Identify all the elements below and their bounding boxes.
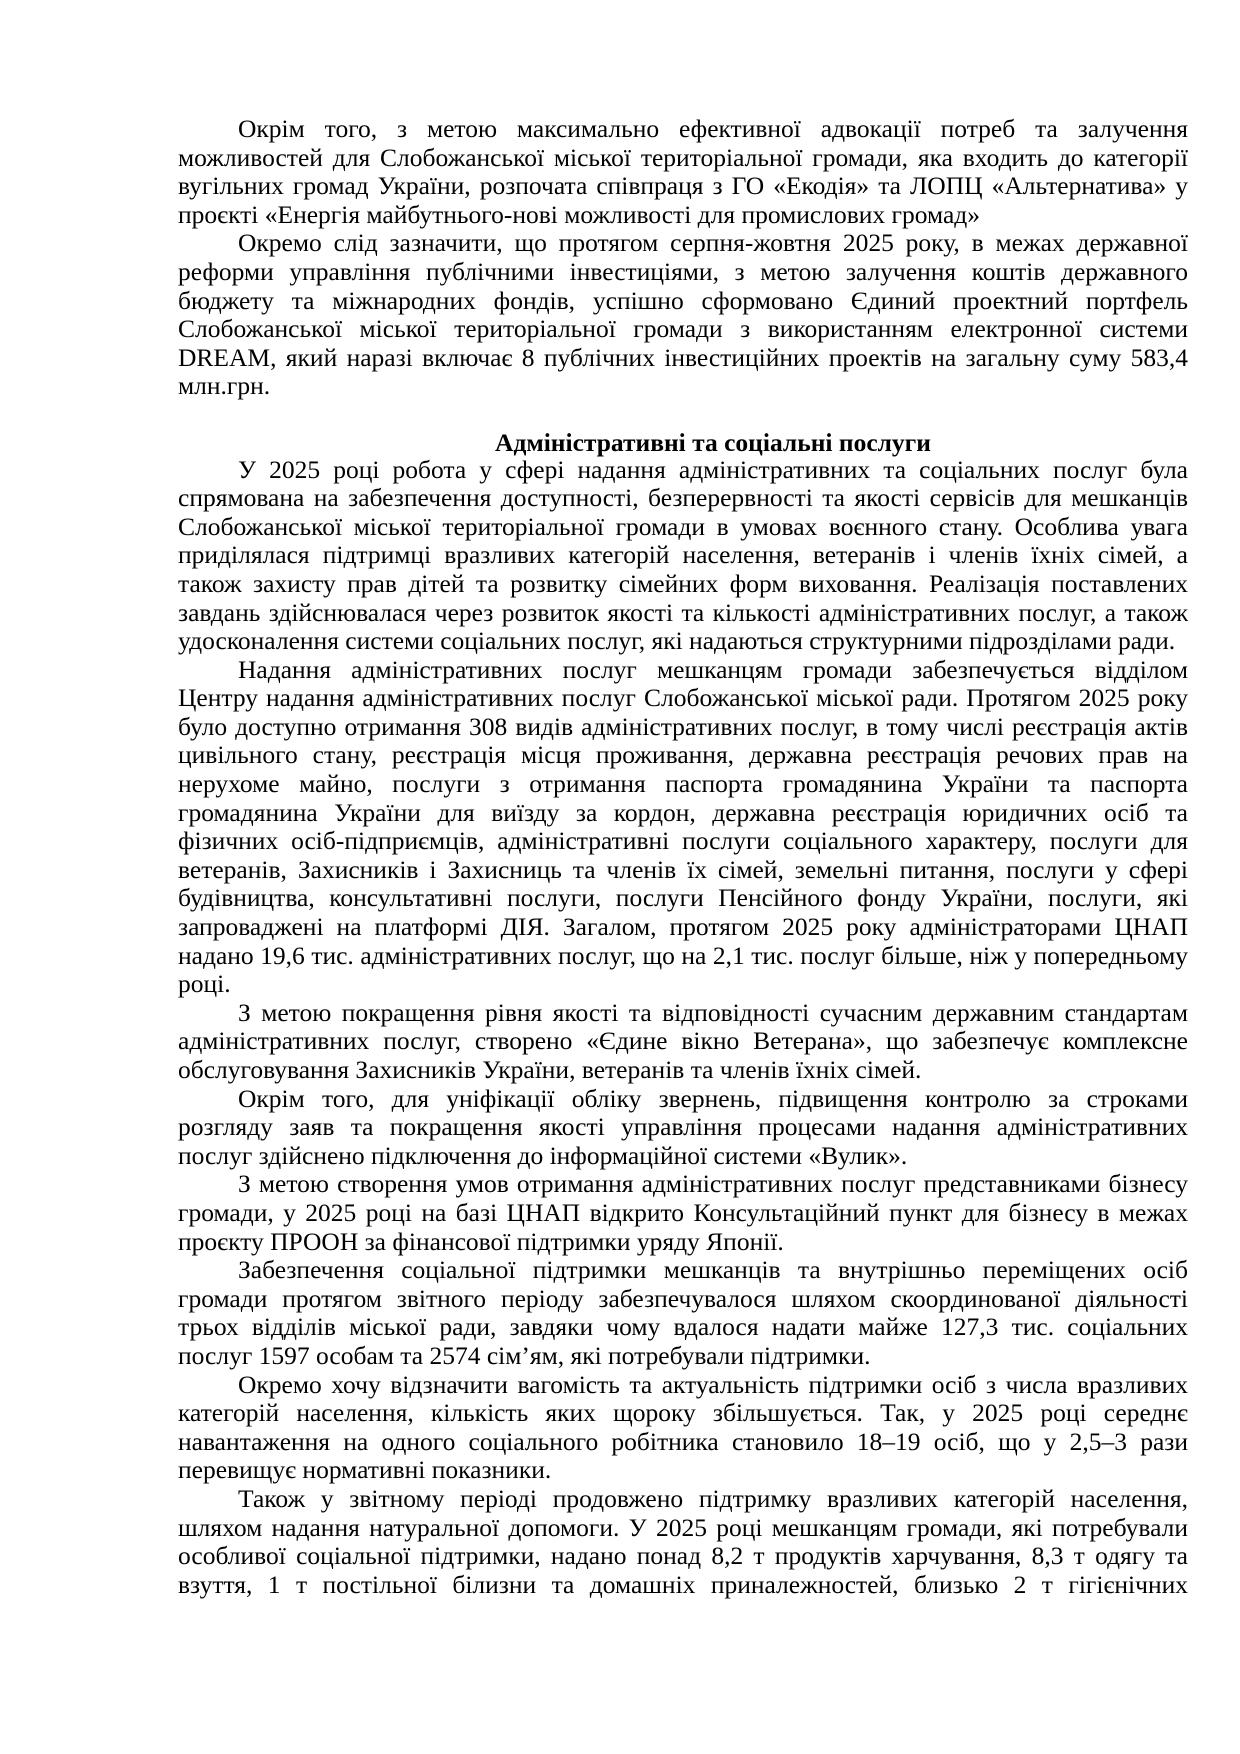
paragraph-cnap-services: Надання адміністративних послуг мешканцям громади забезпечується відділом Центру надання адміністративних послуг Слобожанської міської ради. Протягом 2025 року було доступно отримання 308 видів адміністративних послуг, в тому числі реєстрація актів цивільного стану, реєстрація місця проживання, державна реєстрація речових прав на нерухоме майно, послуги з отримання паспорта громадянина України та паспорта громадянина України для виїзду за кордон, державна реєстрація юридичних осіб та фізичних осіб-підприємців, адміністративні послуги соціального характеру, послуги для ветеранів, Захисників і Захисниць та членів їх сімей, земельні питання, послуги у сфері будівництва, консультативні послуги, послуги Пенсійного фонду України, послуги, які запроваджені на платформі ДІЯ. Загалом, протягом 2025 року адміністраторами ЦНАП надано 19,6 тис. адміністративних послуг, що на 2,1 тис. послуг більше, ніж у попередньому році. [178, 654, 1188, 999]
paragraph-veteran-window: З метою покращення рівня якості та відповідності сучасним державним стандартам адміністративних послуг, створено «Єдине вікно Ветерана», що забезпечує комплексне обслуговування Захисників України, ветеранів та членів їхніх сімей. [178, 997, 1188, 1084]
paragraph-vulnerable-categories: Окремо хочу відзначити вагомість та актуальність підтримки осіб з числа вразливих категорій населення, кількість яких щороку збільшується. Так, у 2025 році середнє навантаження на одного соціального робітника становило 18–19 осіб, що у 2,5–3 рази перевищує нормативні показники. [178, 1369, 1188, 1485]
paragraph-material-aid: Також у звітному періоді продовжено підтримку вразливих категорій населення, шляхом надання натуральної допомоги. У 2025 році мешканцям громади, які потребували особливої соціальної підтримки, надано понад 8,2 т продуктів харчування, 8,3 т одягу та взуття, 1 т постільної білизни та домашніх приналежностей, близько 2 т гігієнічних [178, 1483, 1188, 1599]
blank-line [178, 401, 1188, 430]
paragraph-vulyk-system: Окрім того, для уніфікації обліку звернень, підвищення контролю за строками розгляду заяв та покращення якості управління процесами надання адміністративних послуг здійснено підключення до інформаційної системи «Вулик». [178, 1083, 1188, 1170]
section-heading: Адміністративні та соціальні послуги [495, 427, 931, 457]
paragraph-social-support: Забезпечення соціальної підтримки мешканців та внутрішньо переміщених осіб громади протягом звітного періоду забезпечувалося шляхом скоординованої діяльності трьох відділів міської ради, завдяки чому вдалося надати майже 127,3 тис. соціальних послуг 1597 особам та 2574 сім’ям, які потребували підтримки. [178, 1255, 1188, 1370]
paragraph-services-overview: У 2025 році робота у сфері надання адміністративних та соціальних послуг була спрямована на забезпечення доступності, безперервності та якості сервісів для мешканців Слобожанської міської територіальної громади в умовах воєнного стану. Особлива увага приділялася підтримці вразливих категорій населення, ветеранів і членів їхніх сімей, а також захисту прав дітей та розвитку сімейних форм виховання. Реалізація поставлених завдань здійснювалася через розвиток якості та кількості адміністративних послуг, а також удосконалення системи соціальних послуг, які надаються структурними підрозділами ради. [178, 454, 1188, 656]
paragraph-advocacy-cooperation: Окрім того, з метою максимально ефективної адвокації потреб та залучення можливостей для Слобожанської міської територіальної громади, яка входить до категорії вугільних громад України, розпочата співпраця з ГО «Екодія» та ЛОПЦ «Альтернатива» у проєкті «Енергія майбутнього-нові можливості для промислових громад» [178, 114, 1188, 229]
paragraph-investment-portfolio: Окремо слід зазначити, що протягом серпня-жовтня 2025 року, в межах державної реформи управління публічними інвестиціями, з метою залучення коштів державного бюджету та міжнародних фондів, успішно сформовано Єдиний проектний портфель Слобожанської міської територіальної громади з використанням електронної системи DREAM, який наразі включає 8 публічних інвестиційних проектів на загальну суму 583,4 млн.грн. [178, 228, 1188, 401]
paragraph-business-point: З метою створення умов отримання адміністративних послуг представниками бізнесу громади, у 2025 році на базі ЦНАП відкрито Консультаційний пункт для бізнесу в межах проєкту ПРООН за фінансової підтримки уряду Японії. [178, 1169, 1188, 1256]
document-page [178, 115, 1188, 1599]
